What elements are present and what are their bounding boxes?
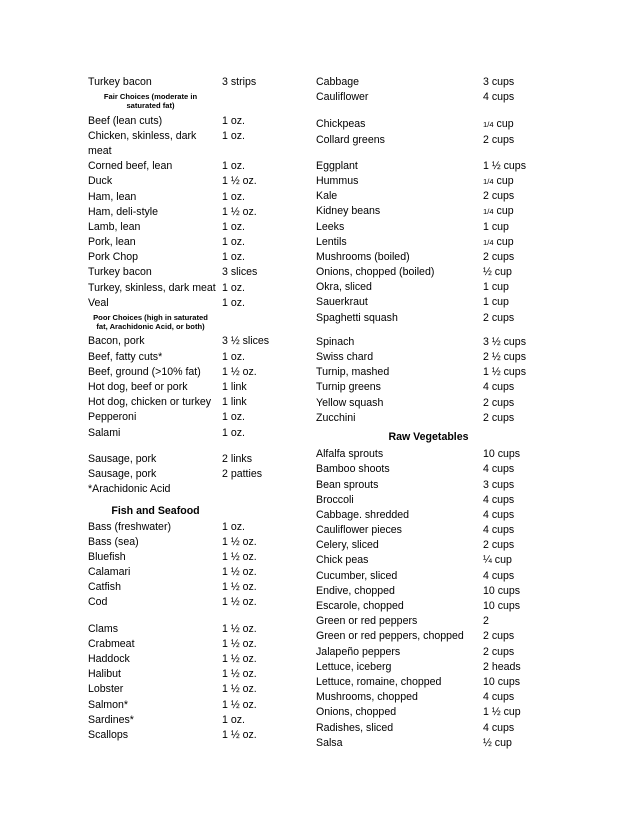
blank-line xyxy=(88,441,308,452)
food-row-yellow-squash xyxy=(316,396,556,411)
food-quantity: 4 cups xyxy=(483,493,515,506)
food-quantity: 4 cups xyxy=(483,508,515,521)
food-name: Leeks xyxy=(316,220,345,233)
subsection-label: Poor Choices (high in saturated fat, Arachidonic Acid, or both) xyxy=(93,313,208,332)
section-heading-fish-and-seafood: Fish and Seafood xyxy=(111,505,200,518)
food-row-endive-chopped xyxy=(316,584,556,599)
food-row-sauerkraut xyxy=(316,295,556,310)
food-row-beef-lean-cuts xyxy=(88,114,308,129)
food-quantity: 1 ½ oz. xyxy=(222,668,257,681)
food-quantity: 1 oz. xyxy=(222,520,245,533)
right-column xyxy=(316,75,556,751)
spacer xyxy=(316,105,556,117)
food-row-broccoli xyxy=(316,493,556,508)
food-row-beef-ground-10-fat xyxy=(88,365,308,380)
food-row-clams xyxy=(88,622,308,637)
food-quantity: 2 cups xyxy=(483,645,515,658)
food-row-jalape-o-peppers xyxy=(316,645,556,660)
food-row-turnip-greens xyxy=(316,380,556,395)
food-quantity: 1 ½ oz. xyxy=(222,622,257,635)
section-heading-raw-vegetables: Raw Vegetables xyxy=(388,430,469,443)
food-quantity: 1 oz. xyxy=(222,114,245,127)
food-name: Okra, sliced xyxy=(316,281,372,294)
food-quantity: 1 ½ cups xyxy=(483,366,526,379)
food-row-pork-chop xyxy=(88,250,308,265)
food-name: Endive, chopped xyxy=(316,584,395,597)
food-row-mushrooms-chopped xyxy=(316,690,556,705)
food-name: Halibut xyxy=(88,668,121,681)
food-quantity: 4 cups xyxy=(483,569,515,582)
food-name: *Arachidonic Acid xyxy=(88,483,171,496)
food-name: Salsa xyxy=(316,736,343,749)
food-row-sardines xyxy=(88,713,308,728)
food-quantity: 1 oz. xyxy=(222,220,245,233)
quantity-unit: cup xyxy=(496,235,514,248)
food-quantity: 1 oz. xyxy=(222,426,245,439)
food-name: Kale xyxy=(316,190,338,203)
food-name: Bluefish xyxy=(88,550,126,563)
food-quantity: 1 ½ cups xyxy=(483,159,526,172)
food-row-radishes-sliced xyxy=(316,721,556,736)
food-row-spaghetti-squash xyxy=(316,311,556,326)
food-quantity: 1 ½ oz. xyxy=(222,637,257,650)
food-quantity: 1 ½ oz. xyxy=(222,205,257,218)
food-name: Sausage, pork xyxy=(88,467,157,480)
food-quantity: 10 cups xyxy=(483,584,521,597)
food-row-pork-lean xyxy=(88,235,308,250)
food-quantity: 1 ½ oz. xyxy=(222,365,257,378)
food-name: Pork, lean xyxy=(88,236,136,249)
food-row-collard-greens xyxy=(316,133,556,148)
food-quantity: 2 xyxy=(483,615,489,628)
food-quantity: 10 cups xyxy=(483,675,521,688)
food-name: Celery, sliced xyxy=(316,539,379,552)
food-row-chickpeas xyxy=(316,117,556,132)
food-row-halibut xyxy=(88,667,308,682)
food-quantity: 1 oz. xyxy=(222,251,245,264)
food-row-bass-freshwater xyxy=(88,520,308,535)
food-row-cabbage-shredded xyxy=(316,508,556,523)
food-row-hummus xyxy=(316,174,556,189)
food-name: Veal xyxy=(88,296,109,309)
food-quantity: 2 cups xyxy=(483,311,515,324)
food-row-turkey-skinless-dark-meat xyxy=(88,281,308,296)
food-name: Beef, fatty cuts* xyxy=(88,350,163,363)
food-quantity: ¼ cup xyxy=(483,554,512,567)
food-name: Duck xyxy=(88,175,113,188)
food-row-bluefish xyxy=(88,550,308,565)
food-name: Lamb, lean xyxy=(88,220,141,233)
food-quantity: 1 ½ oz. xyxy=(222,698,257,711)
food-quantity: 1 ½ oz. xyxy=(222,535,257,548)
food-row-cauliflower xyxy=(316,90,556,105)
quantity-fraction: 1/4 xyxy=(483,237,494,247)
food-quantity: ½ cup xyxy=(483,736,512,749)
food-row-lettuce-romaine-chopped xyxy=(316,675,556,690)
food-quantity: 4 cups xyxy=(483,91,515,104)
food-name: Pork Chop xyxy=(88,251,139,264)
food-name: Kidney beans xyxy=(316,205,381,218)
food-row-duck xyxy=(88,174,308,189)
food-name: Green or red peppers xyxy=(316,615,418,628)
blank-line xyxy=(88,611,308,622)
food-name: Cod xyxy=(88,596,108,609)
food-name: Cauliflower xyxy=(316,91,369,104)
food-name: Cucumber, sliced xyxy=(316,569,398,582)
food-row-salmon xyxy=(88,698,308,713)
food-name: Zucchini xyxy=(316,411,356,424)
food-row-calamari xyxy=(88,565,308,580)
food-name: Turkey, skinless, dark meat xyxy=(88,281,216,294)
food-name: Cabbage. shredded xyxy=(316,508,410,521)
food-name: Scallops xyxy=(88,728,129,741)
food-quantity: 3 strips xyxy=(222,76,257,88)
food-row-turkey-bacon xyxy=(88,265,308,280)
food-quantity: 2 cups xyxy=(483,396,515,409)
food-row-corned-beef-lean xyxy=(88,159,308,174)
food-name: Sausage, pork xyxy=(88,452,157,465)
food-row-zucchini xyxy=(316,411,556,426)
food-name: Ham, lean xyxy=(88,190,137,203)
food-name: Mushrooms, chopped xyxy=(316,691,418,704)
food-row-pepperoni xyxy=(88,410,308,425)
food-quantity: 1 ½ oz. xyxy=(222,550,257,563)
food-name: Collard greens xyxy=(316,133,385,146)
food-quantity: 1 ½ oz. xyxy=(222,653,257,666)
food-row-catfish xyxy=(88,580,308,595)
food-name: Spaghetti squash xyxy=(316,311,398,324)
food-name: Bamboo shoots xyxy=(316,463,390,476)
food-quantity: 1 oz. xyxy=(222,281,245,294)
food-quantity: 4 cups xyxy=(483,691,515,704)
food-name: Calamari xyxy=(88,566,131,579)
food-name: Lentils xyxy=(316,235,347,248)
food-quantity: 4 cups xyxy=(483,721,515,734)
food-name: Cabbage xyxy=(316,76,360,88)
food-quantity: 1 oz. xyxy=(222,129,245,142)
food-name: Cauliflower pieces xyxy=(316,524,402,537)
food-quantity: 1 ½ oz. xyxy=(222,175,257,188)
food-row-lamb-lean xyxy=(88,220,308,235)
food-row-escarole-chopped xyxy=(316,599,556,614)
food-row-cauliflower-pieces xyxy=(316,523,556,538)
food-name: Eggplant xyxy=(316,159,358,172)
food-row-lobster xyxy=(88,682,308,697)
food-name: Hot dog, chicken or turkey xyxy=(88,396,212,409)
food-row-sausage-pork xyxy=(88,467,308,482)
food-quantity: 1 ½ oz. xyxy=(222,596,257,609)
food-name: Alfalfa sprouts xyxy=(316,448,384,461)
food-row-salsa xyxy=(316,736,556,751)
food-quantity: 1 cup xyxy=(483,220,509,233)
quantity-fraction: 1/4 xyxy=(483,176,494,186)
quantity-fraction: 1/4 xyxy=(483,120,494,130)
food-name: Chicken, skinless, dark meat xyxy=(88,129,197,157)
food-name: Lobster xyxy=(88,683,124,696)
food-quantity: 4 cups xyxy=(483,524,515,537)
food-row-onions-chopped-boiled xyxy=(316,265,556,280)
food-name: Hummus xyxy=(316,174,359,187)
food-row-turkey-bacon xyxy=(88,75,308,90)
food-quantity: 1 link xyxy=(222,396,247,409)
food-quantity: 2 heads xyxy=(483,660,521,673)
food-quantity xyxy=(483,235,514,250)
food-row-kale xyxy=(316,189,556,204)
food-row-arachidonic-acid xyxy=(88,482,308,497)
food-name: Sardines* xyxy=(88,713,134,726)
food-name: Mushrooms (boiled) xyxy=(316,250,410,263)
food-quantity: 2 cups xyxy=(483,133,515,146)
food-quantity: 1 ½ oz. xyxy=(222,581,257,594)
food-row-turnip-mashed xyxy=(316,365,556,380)
food-quantity xyxy=(483,117,514,132)
food-quantity: 1 ½ oz. xyxy=(222,566,257,579)
food-quantity: 3 slices xyxy=(222,266,258,279)
left-column xyxy=(88,75,308,743)
food-quantity: ½ cup xyxy=(483,266,512,279)
food-name: Hot dog, beef or pork xyxy=(88,381,188,394)
food-name: Salmon* xyxy=(88,698,129,711)
food-row-haddock xyxy=(88,652,308,667)
food-row-lentils xyxy=(316,235,556,250)
food-name: Turnip, mashed xyxy=(316,366,390,379)
food-quantity: 1 cup xyxy=(483,296,509,309)
food-name: Crabmeat xyxy=(88,637,135,650)
food-quantity: 3 ½ cups xyxy=(483,335,526,348)
food-quantity: 1 oz. xyxy=(222,350,245,363)
food-row-spinach xyxy=(316,335,556,350)
quantity-unit: cup xyxy=(496,174,514,187)
food-row-hot-dog-beef-or-pork xyxy=(88,380,308,395)
food-row-ham-lean xyxy=(88,190,308,205)
food-row-crabmeat xyxy=(88,637,308,652)
food-name: Turkey bacon xyxy=(88,76,152,88)
food-name: Lettuce, iceberg xyxy=(316,660,392,673)
food-quantity: 2 cups xyxy=(483,250,515,263)
food-quantity: 1 oz. xyxy=(222,236,245,249)
quantity-unit: cup xyxy=(496,118,514,131)
food-name: Turnip greens xyxy=(316,381,381,394)
food-quantity: 3 cups xyxy=(483,76,515,88)
food-quantity: 3 ½ slices xyxy=(222,335,270,348)
food-row-chicken-skinless-dark-meat xyxy=(88,129,308,159)
food-quantity: 4 cups xyxy=(483,381,515,394)
food-name: Pepperoni xyxy=(88,411,137,424)
spacer xyxy=(316,148,556,159)
food-name: Sauerkraut xyxy=(316,296,368,309)
food-quantity: 1 cup xyxy=(483,281,509,294)
quantity-fraction: 1/4 xyxy=(483,207,494,217)
food-quantity: 4 cups xyxy=(483,463,515,476)
food-row-onions-chopped xyxy=(316,705,556,720)
food-row-cabbage xyxy=(316,75,556,90)
food-quantity: 1 oz. xyxy=(222,190,245,203)
food-quantity: 2 ½ cups xyxy=(483,351,526,363)
food-quantity: 2 links xyxy=(222,452,253,465)
food-quantity: 1 oz. xyxy=(222,160,245,173)
food-name: Onions, chopped xyxy=(316,706,397,719)
food-row-leeks xyxy=(316,220,556,235)
food-row-bass-sea xyxy=(88,535,308,550)
quantity-unit: cup xyxy=(496,205,514,218)
food-row-okra-sliced xyxy=(316,280,556,295)
spacer xyxy=(316,326,556,335)
food-row-beef-fatty-cuts xyxy=(88,350,308,365)
food-name: Beef (lean cuts) xyxy=(88,114,163,127)
food-quantity: 10 cups xyxy=(483,600,521,613)
food-quantity: 1 oz. xyxy=(222,713,245,726)
food-name: Swiss chard xyxy=(316,351,374,363)
food-name: Escarole, chopped xyxy=(316,600,404,613)
food-name: Catfish xyxy=(88,581,121,594)
food-row-bacon-pork xyxy=(88,334,308,349)
food-name: Jalapeño peppers xyxy=(316,645,401,658)
food-row-lettuce-iceberg xyxy=(316,660,556,675)
food-quantity: 1 ½ oz. xyxy=(222,728,257,741)
food-row-mushrooms-boiled xyxy=(316,250,556,265)
food-name: Chick peas xyxy=(316,554,369,567)
food-row-bamboo-shoots xyxy=(316,462,556,477)
food-quantity: 3 cups xyxy=(483,478,515,491)
subsection-label: Fair Choices (moderate in saturated fat) xyxy=(103,92,198,111)
food-row-bean-sprouts xyxy=(316,478,556,493)
food-name: Lettuce, romaine, chopped xyxy=(316,675,442,688)
food-row-eggplant xyxy=(316,159,556,174)
food-quantity xyxy=(483,204,514,219)
food-name: Broccoli xyxy=(316,493,354,506)
food-name: Bass (sea) xyxy=(88,535,139,548)
food-row-alfalfa-sprouts xyxy=(316,447,556,462)
food-row-green-or-red-peppers-chopped xyxy=(316,629,556,644)
food-quantity: 2 patties xyxy=(222,467,263,480)
food-row-green-or-red-peppers xyxy=(316,614,556,629)
food-row-salami xyxy=(88,426,308,441)
food-name: Onions, chopped (boiled) xyxy=(316,266,435,279)
food-row-hot-dog-chicken-or-turkey xyxy=(88,395,308,410)
food-name: Bass (freshwater) xyxy=(88,520,172,533)
food-name: Corned beef, lean xyxy=(88,160,173,173)
food-name: Ham, deli-style xyxy=(88,205,159,218)
food-name: Salami xyxy=(88,426,121,439)
food-quantity: 1 link xyxy=(222,381,247,394)
food-name: Green or red peppers, chopped xyxy=(316,630,464,643)
food-quantity: 2 cups xyxy=(483,411,515,424)
food-row-cod xyxy=(88,595,308,610)
food-row-cucumber-sliced xyxy=(316,569,556,584)
food-quantity: 10 cups xyxy=(483,448,521,461)
food-name: Chickpeas xyxy=(316,118,366,131)
food-name: Bean sprouts xyxy=(316,478,379,491)
food-quantity: 1 oz. xyxy=(222,296,245,309)
food-row-celery-sliced xyxy=(316,538,556,553)
food-row-kidney-beans xyxy=(316,204,556,219)
food-name: Spinach xyxy=(316,335,355,348)
food-name: Yellow squash xyxy=(316,396,384,409)
food-name: Haddock xyxy=(88,653,130,666)
food-name: Clams xyxy=(88,622,119,635)
food-row-swiss-chard xyxy=(316,350,556,365)
food-name: Turkey bacon xyxy=(88,266,152,279)
food-quantity xyxy=(483,174,514,189)
food-quantity: 2 cups xyxy=(483,630,515,643)
food-quantity: 1 ½ cup xyxy=(483,706,521,719)
food-quantity: 1 oz. xyxy=(222,411,245,424)
food-row-chick-peas xyxy=(316,553,556,568)
food-row-ham-deli-style xyxy=(88,205,308,220)
food-name: Beef, ground (>10% fat) xyxy=(88,365,201,378)
food-row-sausage-pork xyxy=(88,452,308,467)
food-quantity: 2 cups xyxy=(483,539,515,552)
food-name: Bacon, pork xyxy=(88,335,145,348)
food-quantity: 2 cups xyxy=(483,190,515,203)
food-quantity: 1 ½ oz. xyxy=(222,683,257,696)
food-row-veal xyxy=(88,296,308,311)
food-name: Radishes, sliced xyxy=(316,721,394,734)
food-row-scallops xyxy=(88,728,308,743)
